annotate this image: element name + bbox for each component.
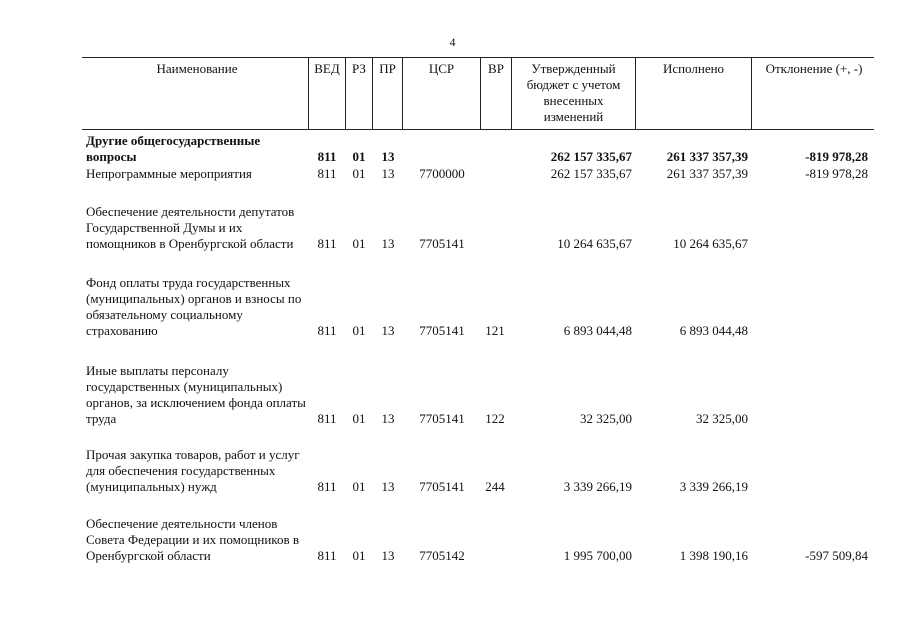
row-rz: 01 (352, 149, 366, 164)
row-ved: 811 (317, 548, 337, 563)
row-deviation: -819 978,28 (805, 166, 868, 181)
row-csr: 7705141 (419, 236, 465, 251)
row-pr: 13 (381, 479, 395, 494)
row-budget: 262 157 335,67 (550, 166, 632, 181)
row-budget: 262 157 335,67 (550, 149, 632, 164)
header-divider (751, 58, 752, 129)
header-deviation: Отклонение (+, -) (765, 61, 863, 76)
table-row (0, 165, 905, 182)
row-executed: 1 398 190,16 (679, 548, 748, 563)
row-name: Прочая закупка товаров, работ и услуг для обеспечения государственных (муниципальных) нужд (86, 447, 300, 494)
row-csr: 7705142 (419, 548, 465, 563)
row-budget: 3 339 266,19 (563, 479, 632, 494)
row-pr: 13 (381, 411, 395, 426)
table-row (0, 131, 905, 165)
row-rz: 01 (352, 411, 366, 426)
header-vr: ВР (488, 61, 504, 76)
row-vr: 244 (485, 479, 505, 494)
row-deviation: -819 978,28 (805, 149, 868, 164)
row-executed: 6 893 044,48 (679, 323, 748, 338)
table-row (0, 184, 905, 252)
row-csr: 7705141 (419, 323, 465, 338)
header-divider (511, 58, 512, 129)
row-vr: 121 (485, 323, 505, 338)
row-ved: 811 (317, 149, 337, 164)
header-budget: Утвержденный бюджет с учетом внесенных изменений (526, 61, 621, 124)
page-number: 4 (449, 35, 456, 49)
row-budget: 6 893 044,48 (563, 323, 632, 338)
row-budget: 10 264 635,67 (557, 236, 632, 251)
row-rz: 01 (352, 323, 366, 338)
row-csr: 7705141 (419, 479, 465, 494)
row-ved: 811 (317, 323, 337, 338)
header-ved: ВЕД (314, 61, 340, 76)
table-row (0, 496, 905, 564)
row-executed: 32 325,00 (696, 411, 748, 426)
table-row (0, 427, 905, 495)
header-csr: ЦСР (428, 61, 455, 76)
row-pr: 13 (381, 236, 395, 251)
row-name: Обеспечение деятельности депутатов Государственной Думы и их помощников в Оренбургской области (86, 204, 295, 251)
row-name: Обеспечение деятельности членов Совета Федерации и их помощников в Оренбургской области (86, 516, 299, 563)
row-rz: 01 (352, 166, 366, 181)
row-deviation: -597 509,84 (805, 548, 868, 563)
row-pr: 13 (381, 149, 395, 164)
row-vr: 122 (485, 411, 505, 426)
row-budget: 32 325,00 (580, 411, 632, 426)
row-rz: 01 (352, 236, 366, 251)
row-ved: 811 (317, 236, 337, 251)
row-name: Непрограммные мероприятия (86, 166, 252, 181)
row-ved: 811 (317, 479, 337, 494)
row-ved: 811 (317, 411, 337, 426)
row-name: Иные выплаты персоналу государственных (муниципальных) органов, за исключением фонда оплаты труда (86, 363, 306, 426)
row-pr: 13 (381, 166, 395, 181)
table-row (0, 255, 905, 339)
row-executed: 261 337 357,39 (666, 166, 748, 181)
header-rz: РЗ (352, 61, 366, 76)
table-row (0, 343, 905, 427)
row-pr: 13 (381, 548, 395, 563)
row-name: Фонд оплаты труда государственных (муниципальных) органов и взносы по обязательному социальному страхованию (86, 275, 302, 338)
row-name: Другие общегосударственные вопросы (86, 133, 261, 164)
row-executed: 10 264 635,67 (673, 236, 748, 251)
header-pr: ПР (379, 61, 396, 76)
row-pr: 13 (381, 323, 395, 338)
row-executed: 261 337 357,39 (666, 149, 748, 164)
header-name: Наименование (156, 61, 238, 76)
row-executed: 3 339 266,19 (679, 479, 748, 494)
table-header (82, 57, 874, 130)
row-csr: 7700000 (419, 166, 465, 181)
row-ved: 811 (317, 166, 337, 181)
row-rz: 01 (352, 548, 366, 563)
row-csr: 7705141 (419, 411, 465, 426)
header-executed: Исполнено (662, 61, 725, 76)
row-budget: 1 995 700,00 (563, 548, 632, 563)
row-rz: 01 (352, 479, 366, 494)
